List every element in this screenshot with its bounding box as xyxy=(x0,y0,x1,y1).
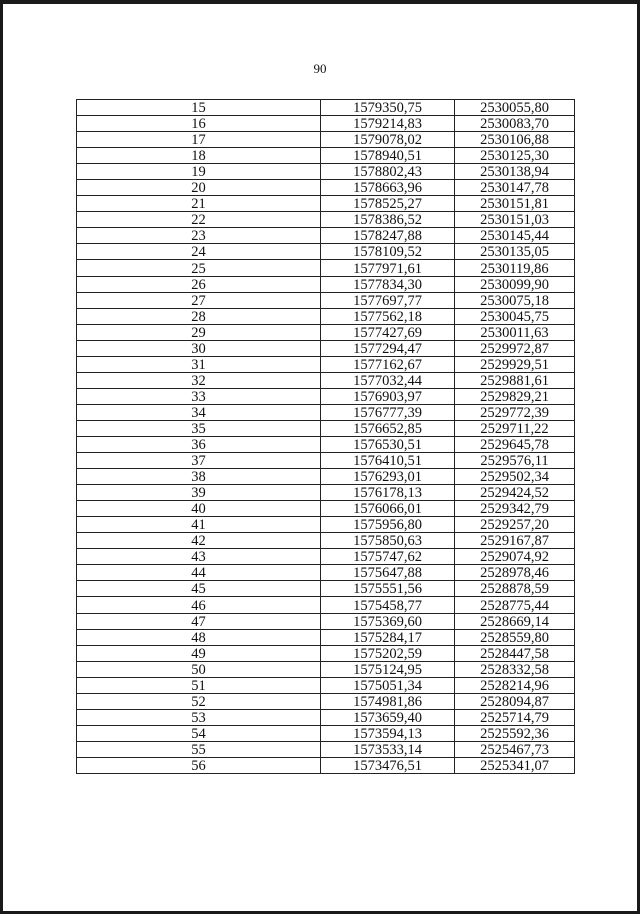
table-row xyxy=(77,693,575,709)
point-number-cell: 44 xyxy=(77,565,321,581)
point-number-cell: 43 xyxy=(77,549,321,565)
y-coordinate-cell: 2528559,80 xyxy=(455,629,575,645)
x-coordinate-cell: 1576777,39 xyxy=(321,404,455,420)
table-row xyxy=(77,180,575,196)
point-number-cell: 42 xyxy=(77,533,321,549)
table-row xyxy=(77,308,575,324)
x-coordinate-cell: 1577971,61 xyxy=(321,260,455,276)
table-row xyxy=(77,148,575,164)
y-coordinate-cell: 2530147,78 xyxy=(455,180,575,196)
x-coordinate-cell: 1575202,59 xyxy=(321,645,455,661)
x-coordinate-cell: 1578247,88 xyxy=(321,228,455,244)
table-row xyxy=(77,228,575,244)
y-coordinate-cell: 2530119,86 xyxy=(455,260,575,276)
x-coordinate-cell: 1576293,01 xyxy=(321,469,455,485)
table-row xyxy=(77,356,575,372)
y-coordinate-cell: 2530099,90 xyxy=(455,276,575,292)
x-coordinate-cell: 1575124,95 xyxy=(321,661,455,677)
y-coordinate-cell: 2529576,11 xyxy=(455,453,575,469)
table-row xyxy=(77,292,575,308)
x-coordinate-cell: 1575051,34 xyxy=(321,677,455,693)
point-number-cell: 38 xyxy=(77,469,321,485)
table-row xyxy=(77,549,575,565)
y-coordinate-cell: 2529881,61 xyxy=(455,372,575,388)
x-coordinate-cell: 1578802,43 xyxy=(321,164,455,180)
table-row xyxy=(77,709,575,725)
point-number-cell: 45 xyxy=(77,581,321,597)
y-coordinate-cell: 2528978,46 xyxy=(455,565,575,581)
point-number-cell: 24 xyxy=(77,244,321,260)
point-number-cell: 41 xyxy=(77,517,321,533)
y-coordinate-cell: 2529424,52 xyxy=(455,485,575,501)
x-coordinate-cell: 1576652,85 xyxy=(321,420,455,436)
x-coordinate-cell: 1576410,51 xyxy=(321,453,455,469)
x-coordinate-cell: 1577427,69 xyxy=(321,324,455,340)
x-coordinate-cell: 1575284,17 xyxy=(321,629,455,645)
x-coordinate-cell: 1575458,77 xyxy=(321,597,455,613)
x-coordinate-cell: 1577834,30 xyxy=(321,276,455,292)
x-coordinate-cell: 1576530,51 xyxy=(321,436,455,452)
point-number-cell: 22 xyxy=(77,212,321,228)
x-coordinate-cell: 1575747,62 xyxy=(321,549,455,565)
table-row xyxy=(77,613,575,629)
point-number-cell: 32 xyxy=(77,372,321,388)
x-coordinate-cell: 1573659,40 xyxy=(321,709,455,725)
point-number-cell: 36 xyxy=(77,436,321,452)
table-row xyxy=(77,645,575,661)
table-row xyxy=(77,420,575,436)
table-row xyxy=(77,597,575,613)
table-row xyxy=(77,100,575,116)
point-number-cell: 26 xyxy=(77,276,321,292)
y-coordinate-cell: 2530145,44 xyxy=(455,228,575,244)
table-row xyxy=(77,501,575,517)
table-row xyxy=(77,741,575,757)
table-row xyxy=(77,485,575,501)
point-number-cell: 20 xyxy=(77,180,321,196)
table-row xyxy=(77,276,575,292)
y-coordinate-cell: 2529772,39 xyxy=(455,404,575,420)
x-coordinate-cell: 1573533,14 xyxy=(321,741,455,757)
y-coordinate-cell: 2529257,20 xyxy=(455,517,575,533)
y-coordinate-cell: 2530135,05 xyxy=(455,244,575,260)
table-row xyxy=(77,116,575,132)
y-coordinate-cell: 2529074,92 xyxy=(455,549,575,565)
point-number-cell: 56 xyxy=(77,757,321,773)
table-row xyxy=(77,677,575,693)
table-row xyxy=(77,565,575,581)
y-coordinate-cell: 2529342,79 xyxy=(455,501,575,517)
table-row xyxy=(77,629,575,645)
x-coordinate-cell: 1579214,83 xyxy=(321,116,455,132)
y-coordinate-cell: 2530151,03 xyxy=(455,212,575,228)
point-number-cell: 23 xyxy=(77,228,321,244)
x-coordinate-cell: 1577562,18 xyxy=(321,308,455,324)
point-number-cell: 31 xyxy=(77,356,321,372)
point-number-cell: 17 xyxy=(77,132,321,148)
y-coordinate-cell: 2525341,07 xyxy=(455,757,575,773)
point-number-cell: 46 xyxy=(77,597,321,613)
y-coordinate-cell: 2530045,75 xyxy=(455,308,575,324)
point-number-cell: 47 xyxy=(77,613,321,629)
x-coordinate-cell: 1578663,96 xyxy=(321,180,455,196)
x-coordinate-cell: 1573594,13 xyxy=(321,725,455,741)
table-row xyxy=(77,244,575,260)
table-row xyxy=(77,260,575,276)
table-row xyxy=(77,517,575,533)
point-number-cell: 19 xyxy=(77,164,321,180)
x-coordinate-cell: 1574981,86 xyxy=(321,693,455,709)
y-coordinate-cell: 2530125,30 xyxy=(455,148,575,164)
y-coordinate-cell: 2530075,18 xyxy=(455,292,575,308)
x-coordinate-cell: 1578109,52 xyxy=(321,244,455,260)
x-coordinate-cell: 1576903,97 xyxy=(321,388,455,404)
y-coordinate-cell: 2529829,21 xyxy=(455,388,575,404)
table-row xyxy=(77,661,575,677)
x-coordinate-cell: 1573476,51 xyxy=(321,757,455,773)
table-row xyxy=(77,212,575,228)
x-coordinate-cell: 1577697,77 xyxy=(321,292,455,308)
table-row xyxy=(77,757,575,773)
table-row xyxy=(77,372,575,388)
point-number-cell: 50 xyxy=(77,661,321,677)
y-coordinate-cell: 2530106,88 xyxy=(455,132,575,148)
x-coordinate-cell: 1578940,51 xyxy=(321,148,455,164)
y-coordinate-cell: 2528214,96 xyxy=(455,677,575,693)
point-number-cell: 35 xyxy=(77,420,321,436)
x-coordinate-cell: 1576066,01 xyxy=(321,501,455,517)
y-coordinate-cell: 2530138,94 xyxy=(455,164,575,180)
point-number-cell: 48 xyxy=(77,629,321,645)
y-coordinate-cell: 2529167,87 xyxy=(455,533,575,549)
table-row xyxy=(77,436,575,452)
y-coordinate-cell: 2525592,36 xyxy=(455,725,575,741)
x-coordinate-cell: 1579350,75 xyxy=(321,100,455,116)
table-row xyxy=(77,404,575,420)
y-coordinate-cell: 2528775,44 xyxy=(455,597,575,613)
table-row xyxy=(77,533,575,549)
y-coordinate-cell: 2530055,80 xyxy=(455,100,575,116)
point-number-cell: 39 xyxy=(77,485,321,501)
y-coordinate-cell: 2525714,79 xyxy=(455,709,575,725)
table-row xyxy=(77,453,575,469)
x-coordinate-cell: 1575850,63 xyxy=(321,533,455,549)
y-coordinate-cell: 2529972,87 xyxy=(455,340,575,356)
table-row xyxy=(77,581,575,597)
point-number-cell: 28 xyxy=(77,308,321,324)
y-coordinate-cell: 2529929,51 xyxy=(455,356,575,372)
point-number-cell: 29 xyxy=(77,324,321,340)
x-coordinate-cell: 1578525,27 xyxy=(321,196,455,212)
point-number-cell: 33 xyxy=(77,388,321,404)
x-coordinate-cell: 1577162,67 xyxy=(321,356,455,372)
y-coordinate-cell: 2529711,22 xyxy=(455,420,575,436)
x-coordinate-cell: 1578386,52 xyxy=(321,212,455,228)
table-row xyxy=(77,340,575,356)
table-row xyxy=(77,725,575,741)
point-number-cell: 49 xyxy=(77,645,321,661)
coordinates-table xyxy=(76,99,575,774)
x-coordinate-cell: 1579078,02 xyxy=(321,132,455,148)
y-coordinate-cell: 2528094,87 xyxy=(455,693,575,709)
table-row xyxy=(77,469,575,485)
y-coordinate-cell: 2525467,73 xyxy=(455,741,575,757)
point-number-cell: 16 xyxy=(77,116,321,132)
x-coordinate-cell: 1576178,13 xyxy=(321,485,455,501)
y-coordinate-cell: 2528669,14 xyxy=(455,613,575,629)
point-number-cell: 27 xyxy=(77,292,321,308)
x-coordinate-cell: 1575647,88 xyxy=(321,565,455,581)
point-number-cell: 54 xyxy=(77,725,321,741)
y-coordinate-cell: 2528332,58 xyxy=(455,661,575,677)
table-row xyxy=(77,324,575,340)
table-row xyxy=(77,164,575,180)
y-coordinate-cell: 2530011,63 xyxy=(455,324,575,340)
point-number-cell: 53 xyxy=(77,709,321,725)
x-coordinate-cell: 1575551,56 xyxy=(321,581,455,597)
y-coordinate-cell: 2530151,81 xyxy=(455,196,575,212)
y-coordinate-cell: 2529502,34 xyxy=(455,469,575,485)
y-coordinate-cell: 2530083,70 xyxy=(455,116,575,132)
x-coordinate-cell: 1577294,47 xyxy=(321,340,455,356)
point-number-cell: 25 xyxy=(77,260,321,276)
table-row xyxy=(77,196,575,212)
coordinates-table-body xyxy=(77,100,575,774)
point-number-cell: 15 xyxy=(77,100,321,116)
point-number-cell: 55 xyxy=(77,741,321,757)
point-number-cell: 18 xyxy=(77,148,321,164)
point-number-cell: 40 xyxy=(77,501,321,517)
y-coordinate-cell: 2528878,59 xyxy=(455,581,575,597)
x-coordinate-cell: 1577032,44 xyxy=(321,372,455,388)
point-number-cell: 30 xyxy=(77,340,321,356)
point-number-cell: 34 xyxy=(77,404,321,420)
point-number-cell: 51 xyxy=(77,677,321,693)
point-number-cell: 21 xyxy=(77,196,321,212)
table-row xyxy=(77,132,575,148)
x-coordinate-cell: 1575956,80 xyxy=(321,517,455,533)
point-number-cell: 37 xyxy=(77,453,321,469)
y-coordinate-cell: 2528447,58 xyxy=(455,645,575,661)
x-coordinate-cell: 1575369,60 xyxy=(321,613,455,629)
point-number-cell: 52 xyxy=(77,693,321,709)
y-coordinate-cell: 2529645,78 xyxy=(455,436,575,452)
table-row xyxy=(77,388,575,404)
page-number: 90 xyxy=(313,61,327,76)
